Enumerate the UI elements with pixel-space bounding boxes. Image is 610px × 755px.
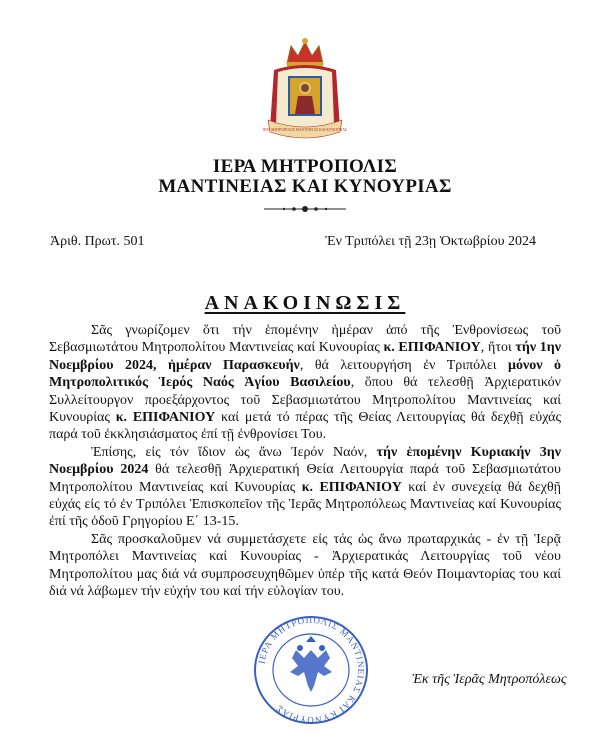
p1-bold-2: τήν 1ην Νοεμβρίου 2024, ἡμέραν Παρασκευήν [49,340,561,373]
p2-text-2: θά τελεσθῇ Ἀρχιερατική Θεία Λειτουργία παρά τοῦ Σεβασμιωτάτου Μητροπολίτου Μαντινείας καί Κυνουρίας [49,462,561,495]
p2-text-3: καί ἐν συνεχείᾳ θά δεχθῇ εὐχάς εἰς τό ἐν Τριπόλει Ἐπισκοπεῖον τῆς Ἱερᾶς Μητροπόλεως Μαντινείας καί Κυνουρίας ἐπί τῆς ὁδοῦ Γρηγορίου Ε΄ 13-15. [49,479,561,530]
p2-text-1: Ἐπίσης, εἰς τόν ἴδιον ὡς ἄνω Ἱερόν Ναόν, [91,444,377,460]
metropolis-crest-icon [262,36,348,148]
p1-bold-3: μόνον ὁ Μητροπολιτικός Ἱερός Ναός Ἁγίου Βασιλείου [49,357,561,391]
double-headed-eagle-stamp-icon [252,614,370,726]
p1-text-3: , θά λειτουργήση ἐν Τριπόλει [299,357,509,373]
paragraph-2 [49,444,561,531]
stamp-text: ΙΕΡΑ ΜΗΤΡΟΠΟΛΙΣ ΜΑΝΤΙΝΕΙΑΣ ΚΑΙ ΚΥΝΟΥΡΙΑΣ [256,614,367,726]
announcement-body [49,322,561,601]
announcement-title: ΑΝΑΚΟΙΝΩΣΙΣ [204,292,406,314]
header-title-line2: ΜΑΝΤΙΝΕΙΑΣ ΚΑΙ ΚΥΝΟΥΡΙΑΣ [158,176,452,197]
header-title-line1: ΙΕΡΑ ΜΗΤΡΟΠΟΛΙΣ [212,156,398,177]
p1-text-1: Σᾶς γνωρίζομεν ὅτι τήν ἑπομένην ἡμέραν ἀπό τῆς Ἐνθρονίσεως τοῦ Σεβασμιωτάτου Μητροπολίτου Μαντινείας καί Κυνουρίας [49,323,561,356]
date-line: Ἐν Τριπόλει τῇ 23ῃ Ὀκτωβρίου 2024 [325,234,536,249]
paragraph-3: Σᾶς προσκαλοῦμεν νά συμμετάσχετε εἰς τάς ὡς ἄνω πρωταρχικάς - ἐν τῇ Ἱερᾷ Μητροπόλει Μαντινείας καί Κυνουρίας - Ἀρχιερατικάς Λειτουργίας τοῦ νέου Μητροπολίτου μας διά νά συμπροσευχηθῶμεν ὑπέρ τῆς κατά Θεόν Ποιμαντορίας του καί διά νά λάβωμεν τήν εὐχήν του καί τήν εὐλογίαν του. [49,531,561,600]
signoff: Ἐκ τῆς Ἱερᾶς Μητροπόλεως [412,672,567,687]
p1-bold-4: κ. ΕΠΙΦΑΝΙΟΥ [115,410,216,426]
p1-text-2: , ἤτοι [480,340,516,356]
p1-text-4: , ὅπου θά τελεσθῇ Ἀρχιερατικόν Συλλείτουργον προεξάρχοντος τοῦ Σεβασμιωτάτου Μητροπολίτου Μαντινείας καί Κυνουρίας [49,375,561,426]
p1-bold-1: κ. ΕΠΙΦΑΝΙΟΥ [383,340,481,356]
protocol-number: Ἀριθ. Πρωτ. 501 [50,234,145,249]
ornament-divider-icon [264,203,346,215]
crest-banner: ΙΕΡΑ ΜΗΤΡΟΠΟΛΙΣ ΜΑΝΤΙΝΕΙΑΣ ΚΑΙ ΚΥΝΟΥΡΙΑΣ [262,128,348,132]
paragraph-1 [49,322,561,444]
p1-text-5: καί μετά τό πέρας τῆς Θείας Λειτουργίας θά δεχθῇ εὐχάς παρά τοῦ ἐκκλησιάσματος ἐπί τῇ ἐνθρονίσει Του. [49,410,562,443]
p2-bold-1: τήν ἑπομένην Κυριακήν 3ην Νοεμβρίου 2024 [49,444,561,478]
p2-bold-2: κ. ΕΠΙΦΑΝΙΟΥ [301,479,402,495]
